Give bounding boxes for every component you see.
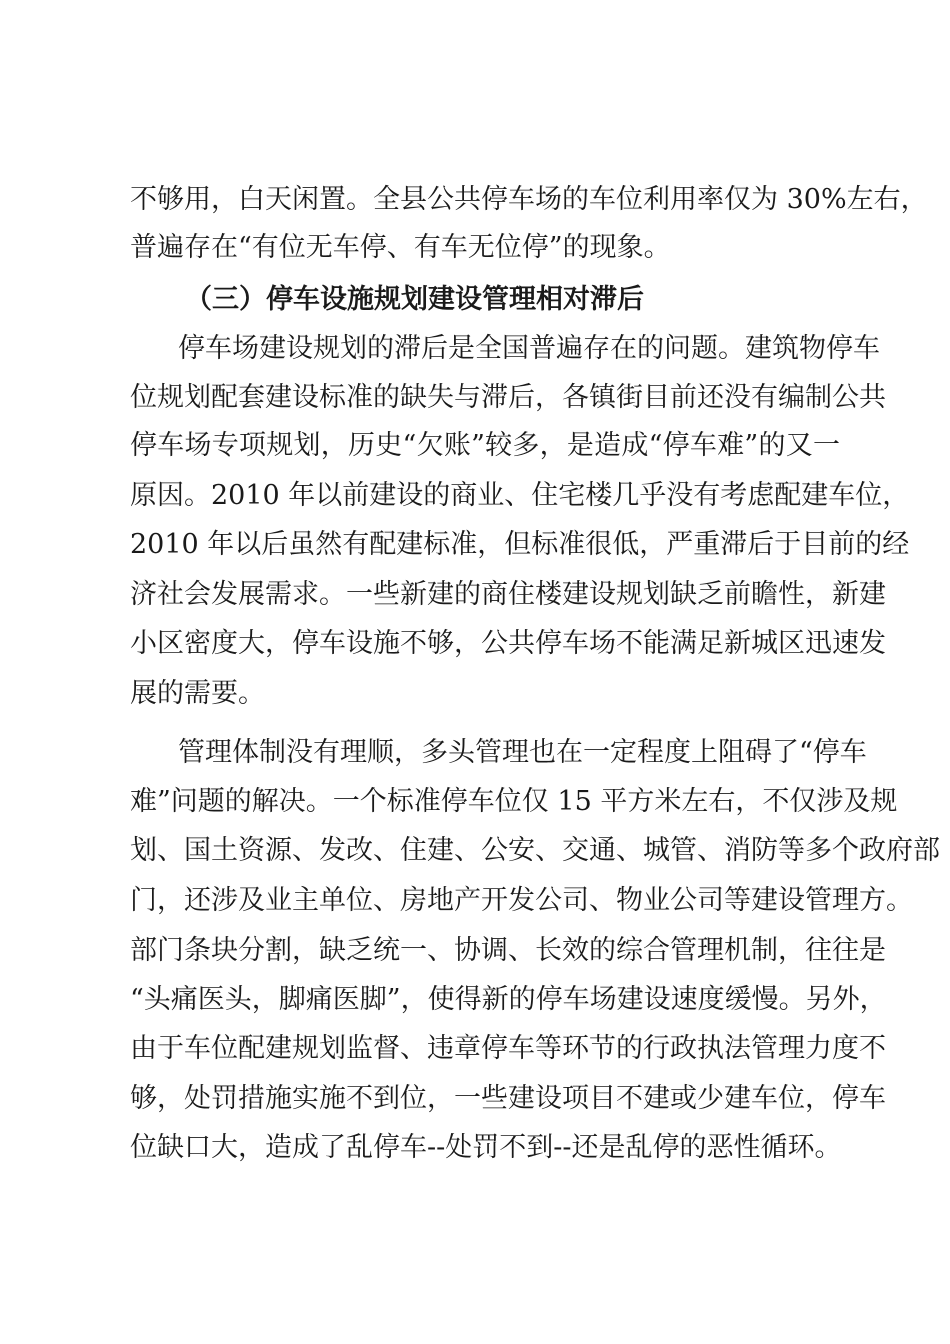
paragraph-line: 位规划配套建设标准的缺失与滞后，各镇街目前还没有编制公共 bbox=[130, 382, 886, 413]
paragraph-line: 展的需要。 bbox=[130, 678, 265, 709]
paragraph-line: “头痛医头，脚痛医脚”，使得新的停车场建设速度缓慢。另外， bbox=[130, 984, 887, 1015]
paragraph-line: 部门条块分割，缺乏统一、协调、长效的综合管理机制，往往是 bbox=[130, 935, 886, 966]
paragraph-line: 不够用，白天闲置。全县公共停车场的车位利用率仅为 30%左右， bbox=[130, 184, 928, 215]
paragraph-line: 管理体制没有理顺，多头管理也在一定程度上阻碍了“停车 bbox=[178, 737, 867, 768]
paragraph-line: 普遍存在“有位无车停、有车无位停”的现象。 bbox=[130, 232, 671, 263]
paragraph-line: 由于车位配建规划监督、违章停车等环节的行政执法管理力度不 bbox=[130, 1033, 886, 1064]
paragraph-line: 划、国土资源、发改、住建、公安、交通、城管、消防等多个政府部 bbox=[130, 835, 940, 866]
paragraph-line: 2010 年以后虽然有配建标准，但标准很低，严重滞后于目前的经 bbox=[130, 529, 910, 560]
paragraph-line: 停车场建设规划的滞后是全国普遍存在的问题。建筑物停车 bbox=[178, 333, 880, 364]
paragraph-line: 门，还涉及业主单位、房地产开发公司、物业公司等建设管理方。 bbox=[130, 885, 913, 916]
paragraph-line: 难”问题的解决。一个标准停车位仅 15 平方米左右，不仅涉及规 bbox=[130, 786, 898, 817]
paragraph-line: 原因。2010 年以前建设的商业、住宅楼几乎没有考虑配建车位， bbox=[130, 480, 910, 511]
paragraph-line: 济社会发展需求。一些新建的商住楼建设规划缺乏前瞻性，新建 bbox=[130, 579, 886, 610]
section-heading: （三）停车设施规划建设管理相对滞后 bbox=[185, 284, 644, 315]
paragraph-line: 够，处罚措施实施不到位，一些建设项目不建或少建车位，停车 bbox=[130, 1083, 886, 1114]
paragraph-line: 停车场专项规划，历史“欠账”较多，是造成“停车难”的又一 bbox=[130, 430, 840, 461]
paragraph-line: 小区密度大，停车设施不够，公共停车场不能满足新城区迅速发 bbox=[130, 628, 886, 659]
paragraph-line: 位缺口大，造成了乱停车--处罚不到--还是乱停的恶性循环。 bbox=[130, 1132, 842, 1163]
